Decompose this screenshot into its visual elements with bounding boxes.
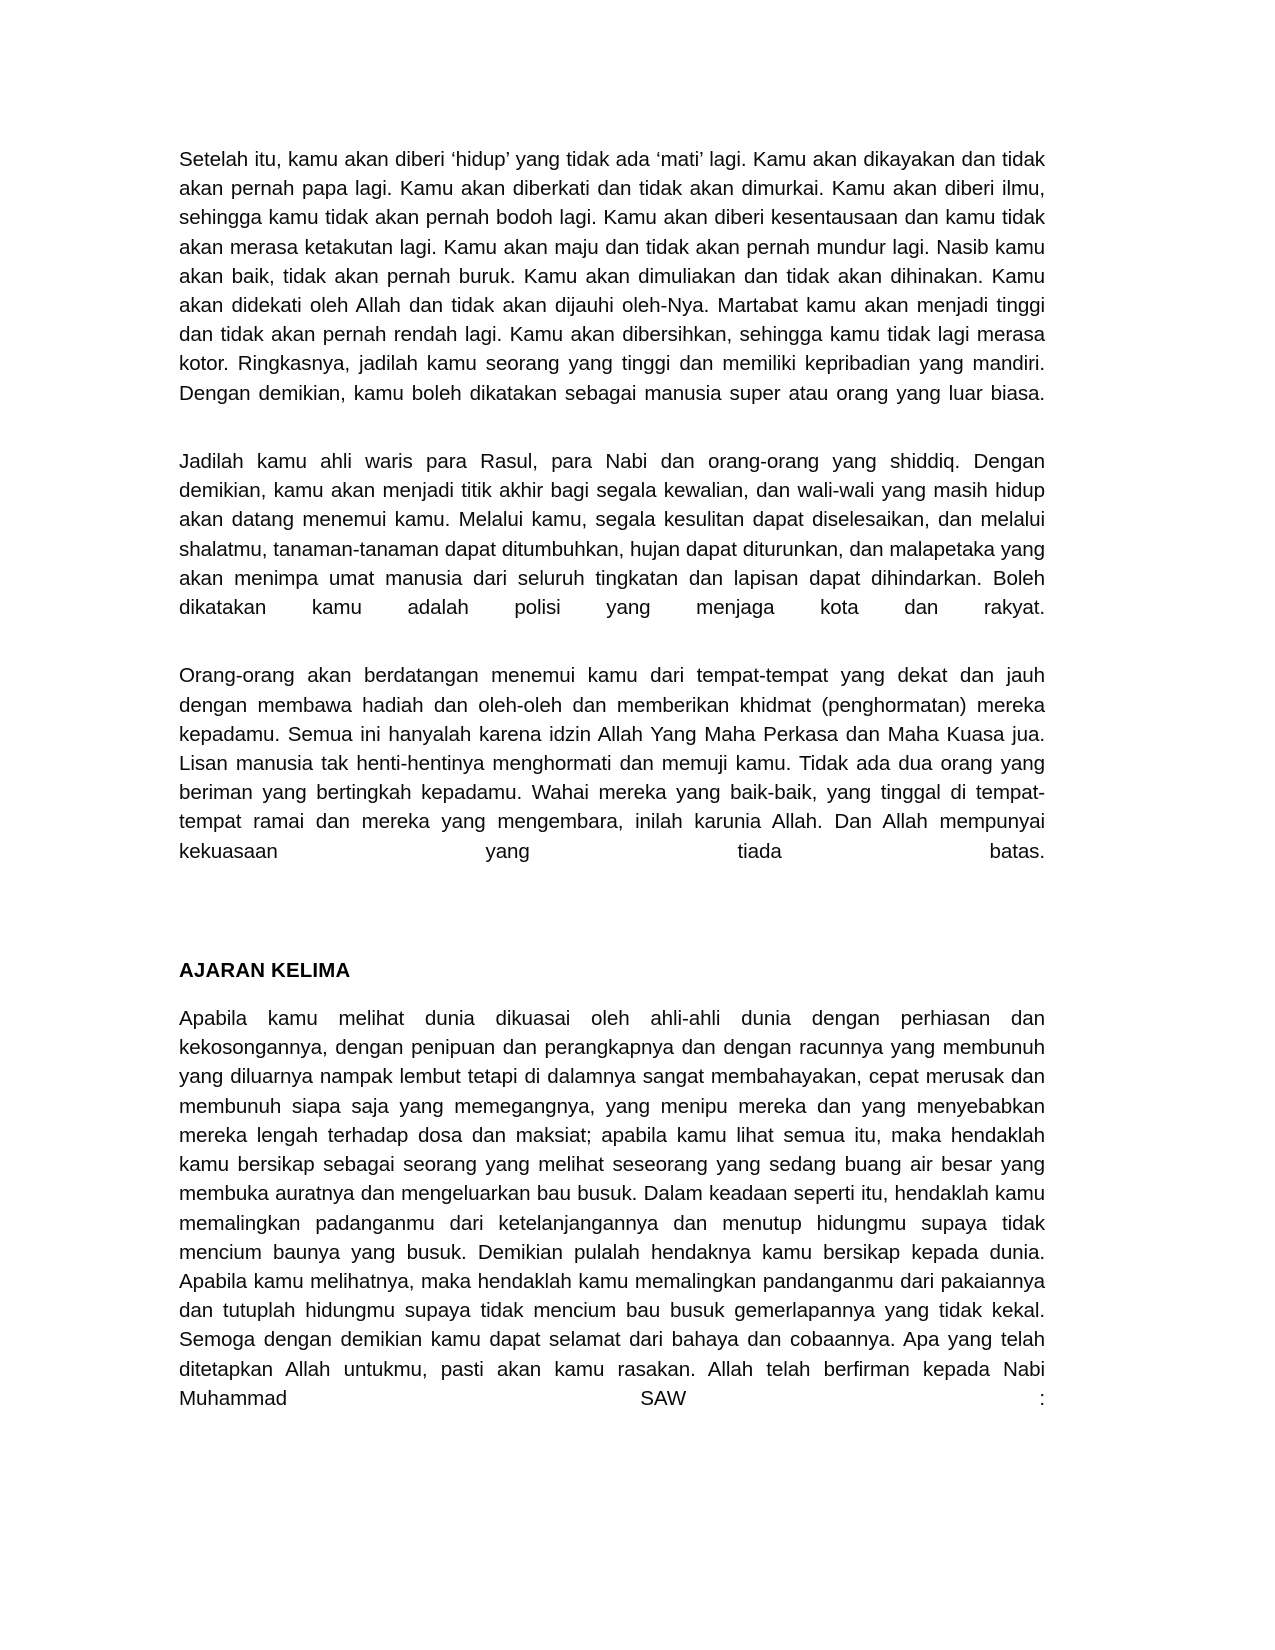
paragraph-4: Apabila kamu melihat dunia dikuasai oleh ahli-ahli dunia dengan perhiasan dan kekosongannya, dengan penipuan dan perangkapnya dan dengan racunnya yang membunuh yang diluarnya nampak lembut tetapi di dalamnya sangat membahayakan, cepat merusak dan membunuh siapa saja yang memegangnya, yang menipu mereka dan yang menyebabkan mereka lengah terhadap dosa dan maksiat; apabila kamu lihat semua itu, maka hendaklah kamu bersikap sebagai seorang yang melihat seseorang yang sedang buang air besar yang membuka auratnya dan mengeluarkan bau busuk. Dalam keadaan seperti itu, hendaklah kamu memalingkan padanganmu dari ketelanjangannya dan menutup hidungmu supaya tidak mencium baunya yang busuk. Demikian pulalah hendaknya kamu bersikap kepada dunia. Apabila kamu melihatnya, maka hendaklah kamu memalingkan pandanganmu dari pakaiannya dan tutuplah hidungmu supaya tidak mencium bau busuk gemerlapannya yang tidak kekal. Semoga dengan demikian kamu dapat selamat dari bahaya dan cobaannya. Apa yang telah ditetapkan Allah untukmu, pasti akan kamu rasakan. Allah telah berfirman kepada Nabi Muhammad SAW :: [179, 1007, 1045, 1410]
document-text-column: [179, 145, 1045, 1442]
paragraph-3: Orang-orang akan berdatangan menemui kamu dari tempat-tempat yang dekat dan jauh dengan membawa hadiah dan oleh-oleh dan memberikan khidmat (penghormatan) mereka kepadamu. Semua ini hanyalah karena idzin Allah Yang Maha Perkasa dan Maha Kuasa jua. Lisan manusia tak henti-hentinya menghormati dan memuji kamu. Tidak ada dua orang yang beriman yang bertingkah kepadamu. Wahai mereka yang baik-baik, yang tinggal di tempat-tempat ramai dan mereka yang mengembara, inilah karunia Allah. Dan Allah mempunyai kekuasaan yang tiada batas.: [179, 664, 1045, 863]
paragraph-1: Setelah itu, kamu akan diberi ‘hidup’ yang tidak ada ‘mati’ lagi. Kamu akan dikayakan dan tidak akan pernah papa lagi. Kamu akan diberkati dan tidak akan dimurkai. Kamu akan diberi ilmu, sehingga kamu tidak akan pernah bodoh lagi. Kamu akan diberi kesentausaan dan kamu tidak akan merasa ketakutan lagi. Kamu akan maju dan tidak akan pernah mundur lagi. Nasib kamu akan baik, tidak akan pernah buruk. Kamu akan dimuliakan dan tidak akan dihinakan. Kamu akan didekati oleh Allah dan tidak akan dijauhi oleh-Nya. Martabat kamu akan menjadi tinggi dan tidak akan pernah rendah lagi. Kamu akan dibersihkan, sehingga kamu tidak lagi merasa kotor. Ringkasnya, jadilah kamu seorang yang tinggi dan memiliki kepribadian yang mandiri. Dengan demikian, kamu boleh dikatakan sebagai manusia super atau orang yang luar biasa.: [179, 148, 1045, 405]
paragraph-2: Jadilah kamu ahli waris para Rasul, para Nabi dan orang-orang yang shiddiq. Dengan demikian, kamu akan menjadi titik akhir bagi segala kewalian, dan wali-wali yang masih hidup akan datang menemui kamu. Melalui kamu, segala kesulitan dapat diselesaikan, dan melalui shalatmu, tanaman-tanaman dapat ditumbuhkan, hujan dapat diturunkan, dan malapetaka yang akan menimpa umat manusia dari seluruh tingkatan dan lapisan dapat dihindarkan. Boleh dikatakan kamu adalah polisi yang menjaga kota dan rakyat.: [179, 450, 1045, 620]
section-heading-ajaran-kelima: AJARAN KELIMA: [179, 960, 351, 983]
heading-spacer-above: [179, 905, 1045, 957]
heading-spacer-below: [179, 986, 1045, 1004]
